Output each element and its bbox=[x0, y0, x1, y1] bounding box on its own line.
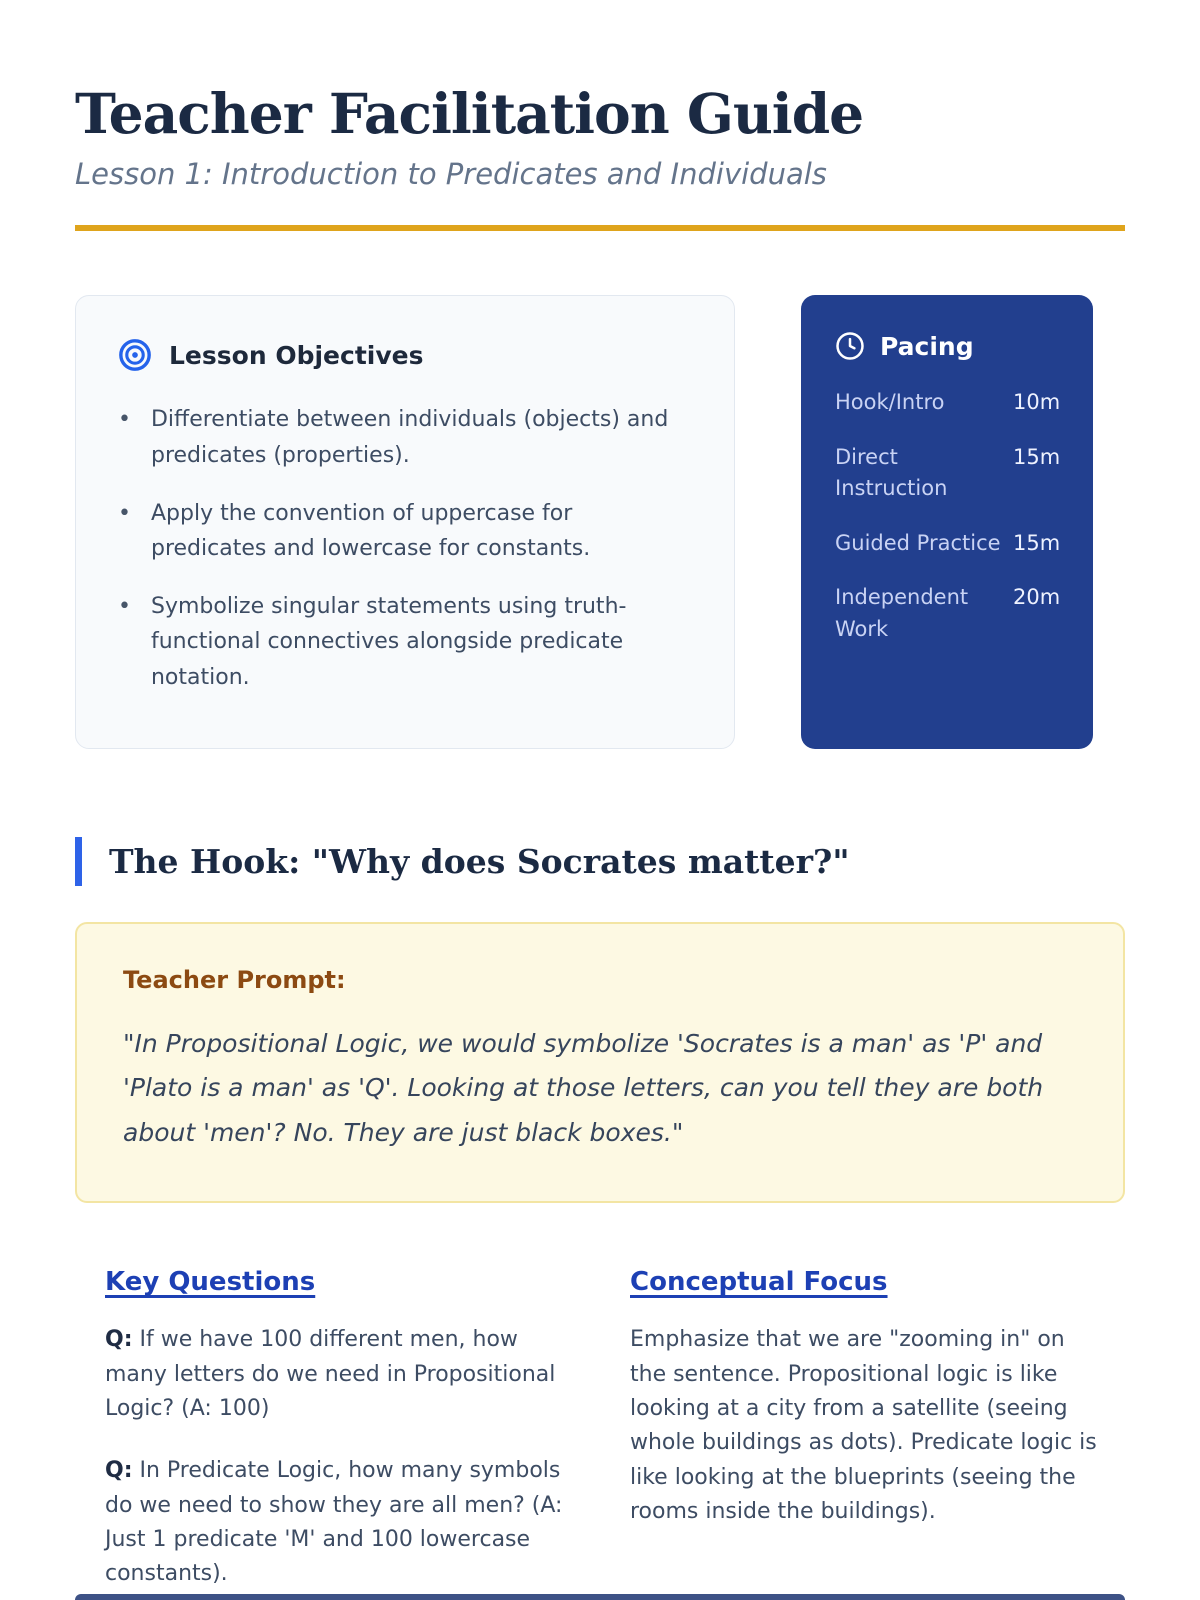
pacing-time: 15m bbox=[1013, 530, 1061, 555]
bullet-dot: • bbox=[118, 593, 131, 619]
teacher-prompt-label: Teacher Prompt: bbox=[123, 965, 346, 994]
pacing-label: Guided Practice bbox=[835, 530, 1001, 555]
objective-item bbox=[118, 402, 692, 473]
pacing-row bbox=[835, 442, 1061, 505]
question-label: Q: bbox=[105, 1458, 133, 1484]
pacing-time: 20m bbox=[1013, 585, 1061, 610]
pacing-card-header bbox=[835, 331, 1061, 361]
page-title: Teacher Facilitation Guide bbox=[75, 81, 864, 146]
key-questions-section bbox=[105, 1267, 572, 1600]
next-section-card-edge bbox=[75, 1594, 1125, 1600]
pacing-label: Direct Instruction bbox=[835, 444, 948, 501]
key-question-item bbox=[105, 1454, 572, 1591]
key-questions-heading[interactable]: Key Questions bbox=[105, 1267, 316, 1298]
question-label: Q: bbox=[105, 1327, 133, 1353]
pacing-row bbox=[835, 387, 1061, 419]
section-heading-hook: The Hook: "Why does Socrates matter?" bbox=[75, 837, 1125, 886]
gold-divider-rule bbox=[75, 225, 1125, 231]
teacher-prompt-box bbox=[75, 922, 1125, 1204]
pacing-time: 15m bbox=[1013, 444, 1061, 469]
objective-text: Symbolize singular statements using truth-functional connectives alongside predicate notation. bbox=[150, 593, 627, 690]
lesson-objectives-card bbox=[75, 295, 735, 748]
objectives-card-header bbox=[118, 338, 692, 372]
bullet-dot: • bbox=[118, 407, 131, 433]
key-question-item bbox=[105, 1323, 572, 1426]
question-text: In Predicate Logic, how many symbols do we need to show they are all men? (A: Just 1 predicate 'M' and 100 lowercase constants). bbox=[105, 1458, 563, 1587]
pacing-time: 10m bbox=[1013, 390, 1061, 415]
question-text: If we have 100 different men, how many letters do we need in Propositional Logic? (A: 100) bbox=[105, 1327, 556, 1421]
cards-row bbox=[75, 295, 1125, 748]
objectives-heading: Lesson Objectives bbox=[169, 340, 424, 370]
page-subtitle: Lesson 1: Introduction to Predicates and Individuals bbox=[75, 157, 827, 192]
pacing-row bbox=[835, 528, 1061, 560]
pacing-label: Hook/Intro bbox=[835, 390, 945, 415]
objective-item bbox=[118, 589, 692, 696]
teacher-prompt-quote: "In Propositional Logic, we would symbolize 'Socrates is a man' as 'P' and 'Plato is a man' as 'Q'. Looking at those letters, can you tell they are both about 'men'? No. They are just black boxes." bbox=[123, 1028, 1044, 1147]
pacing-row bbox=[835, 582, 1061, 645]
conceptual-focus-text: Emphasize that we are "zooming in" on the sentence. Propositional logic is like looking at a city from a satellite (seeing whole buildings as dots). Predicate logic is like looking at the blueprints (seeing the rooms inside the buildings). bbox=[630, 1327, 1097, 1524]
objective-text: Apply the convention of uppercase for predicates and lowercase for constants. bbox=[150, 500, 591, 562]
clock-icon bbox=[835, 331, 865, 361]
bullet-dot: • bbox=[118, 500, 131, 526]
conceptual-focus-section bbox=[630, 1267, 1097, 1600]
two-column-section bbox=[105, 1267, 1097, 1600]
objective-item bbox=[118, 496, 692, 567]
conceptual-focus-heading[interactable]: Conceptual Focus bbox=[630, 1267, 888, 1298]
pacing-heading: Pacing bbox=[880, 331, 974, 361]
pacing-label: Independent Work bbox=[835, 585, 969, 641]
pacing-card bbox=[801, 295, 1093, 748]
target-icon bbox=[118, 338, 152, 372]
objective-text: Differentiate between individuals (objects) and predicates (properties). bbox=[150, 407, 669, 468]
